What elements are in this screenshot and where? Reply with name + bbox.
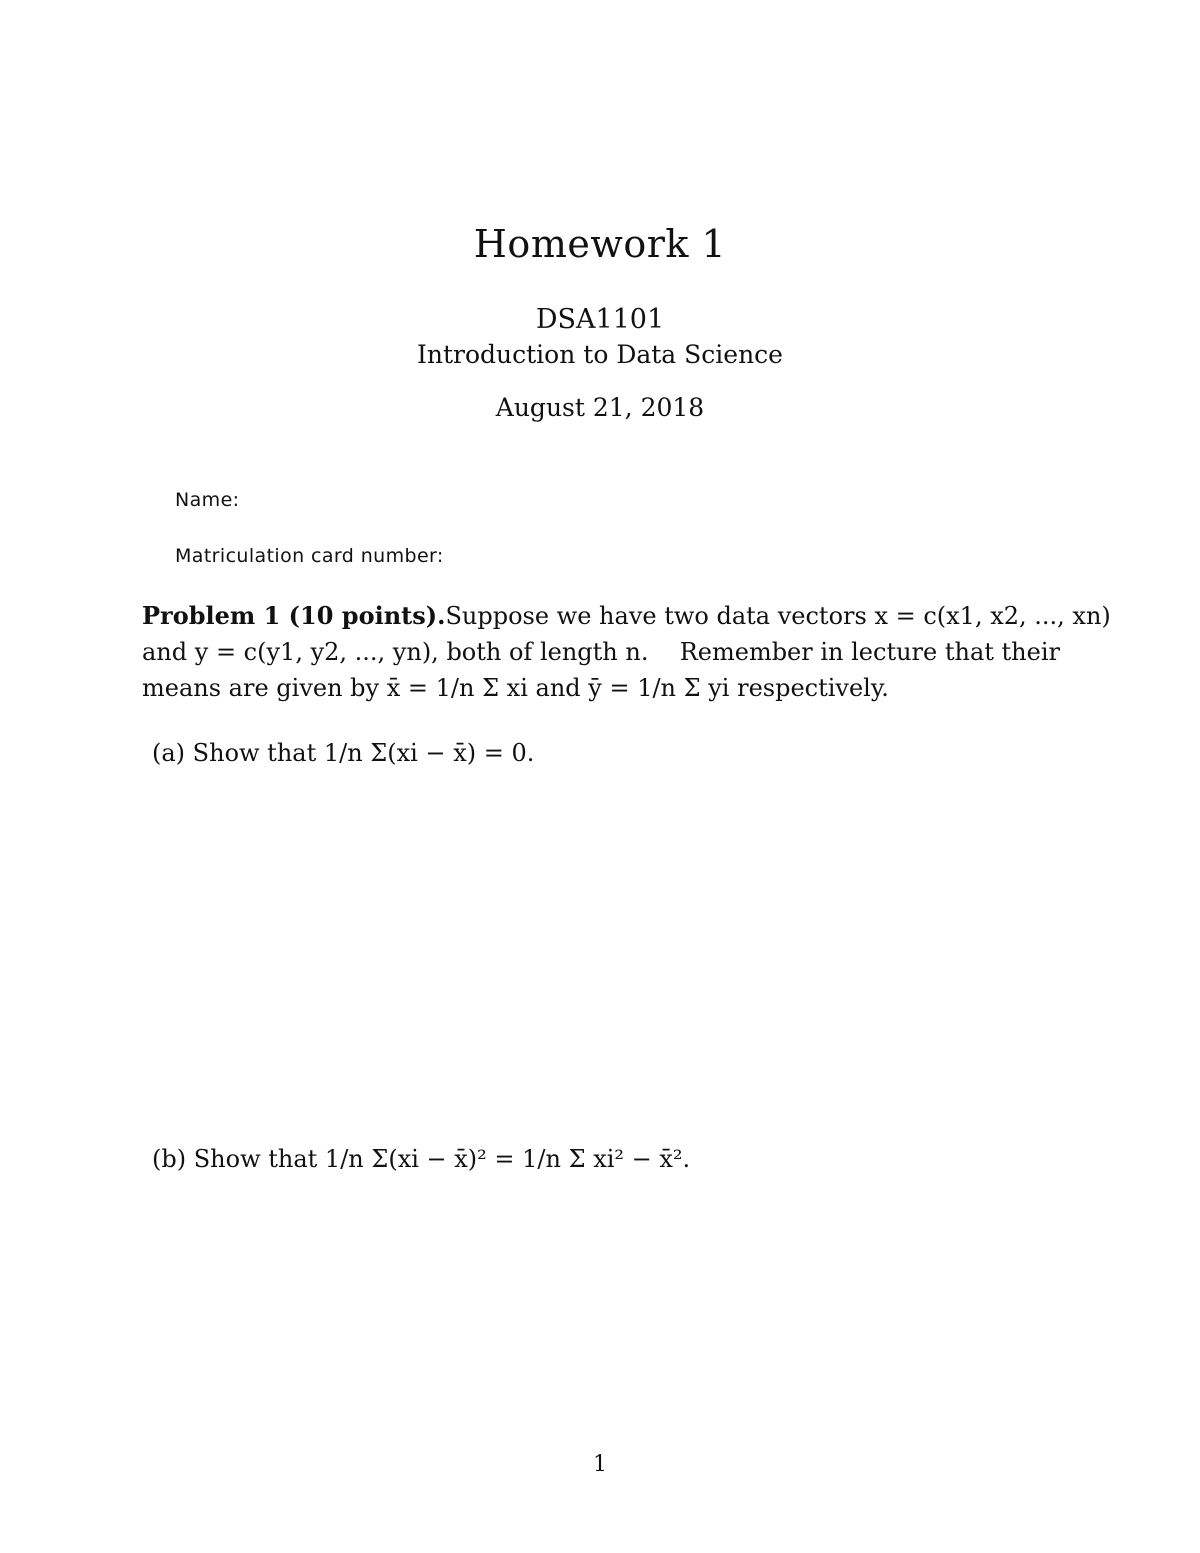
name-label: Name: <box>175 489 240 511</box>
problem-heading: Problem 1 (10 points). <box>142 601 446 630</box>
problem-1-text <box>142 598 1111 706</box>
assignment-date: August 21, 2018 <box>495 393 705 422</box>
problem-line-3: means are given by x̄ = 1/n Σ xi and ȳ = 1/n Σ yi respectively. <box>142 674 889 702</box>
page-title: Homework 1 <box>473 222 727 266</box>
part-a: (a) Show that 1/n Σ(xi − x̄) = 0. <box>152 739 535 767</box>
problem-line-2-left: and y = c(y1, y2, ..., yn), both of length n. <box>142 638 649 666</box>
problem-line-2 <box>142 634 1060 670</box>
problem-line-1-text: Suppose we have two data vectors x = c(x1, x2, ..., xn) <box>445 602 1111 630</box>
matriculation-label: Matriculation card number: <box>175 545 444 567</box>
page-number: 1 <box>593 1452 607 1477</box>
problem-line-1 <box>142 598 1111 634</box>
course-code: DSA1101 <box>535 304 665 335</box>
part-b: (b) Show that 1/n Σ(xi − x̄)² = 1/n Σ xi² − x̄². <box>152 1145 691 1173</box>
problem-line-2-right: Remember in lecture that their <box>679 638 1060 666</box>
course-name: Introduction to Data Science <box>417 340 783 369</box>
